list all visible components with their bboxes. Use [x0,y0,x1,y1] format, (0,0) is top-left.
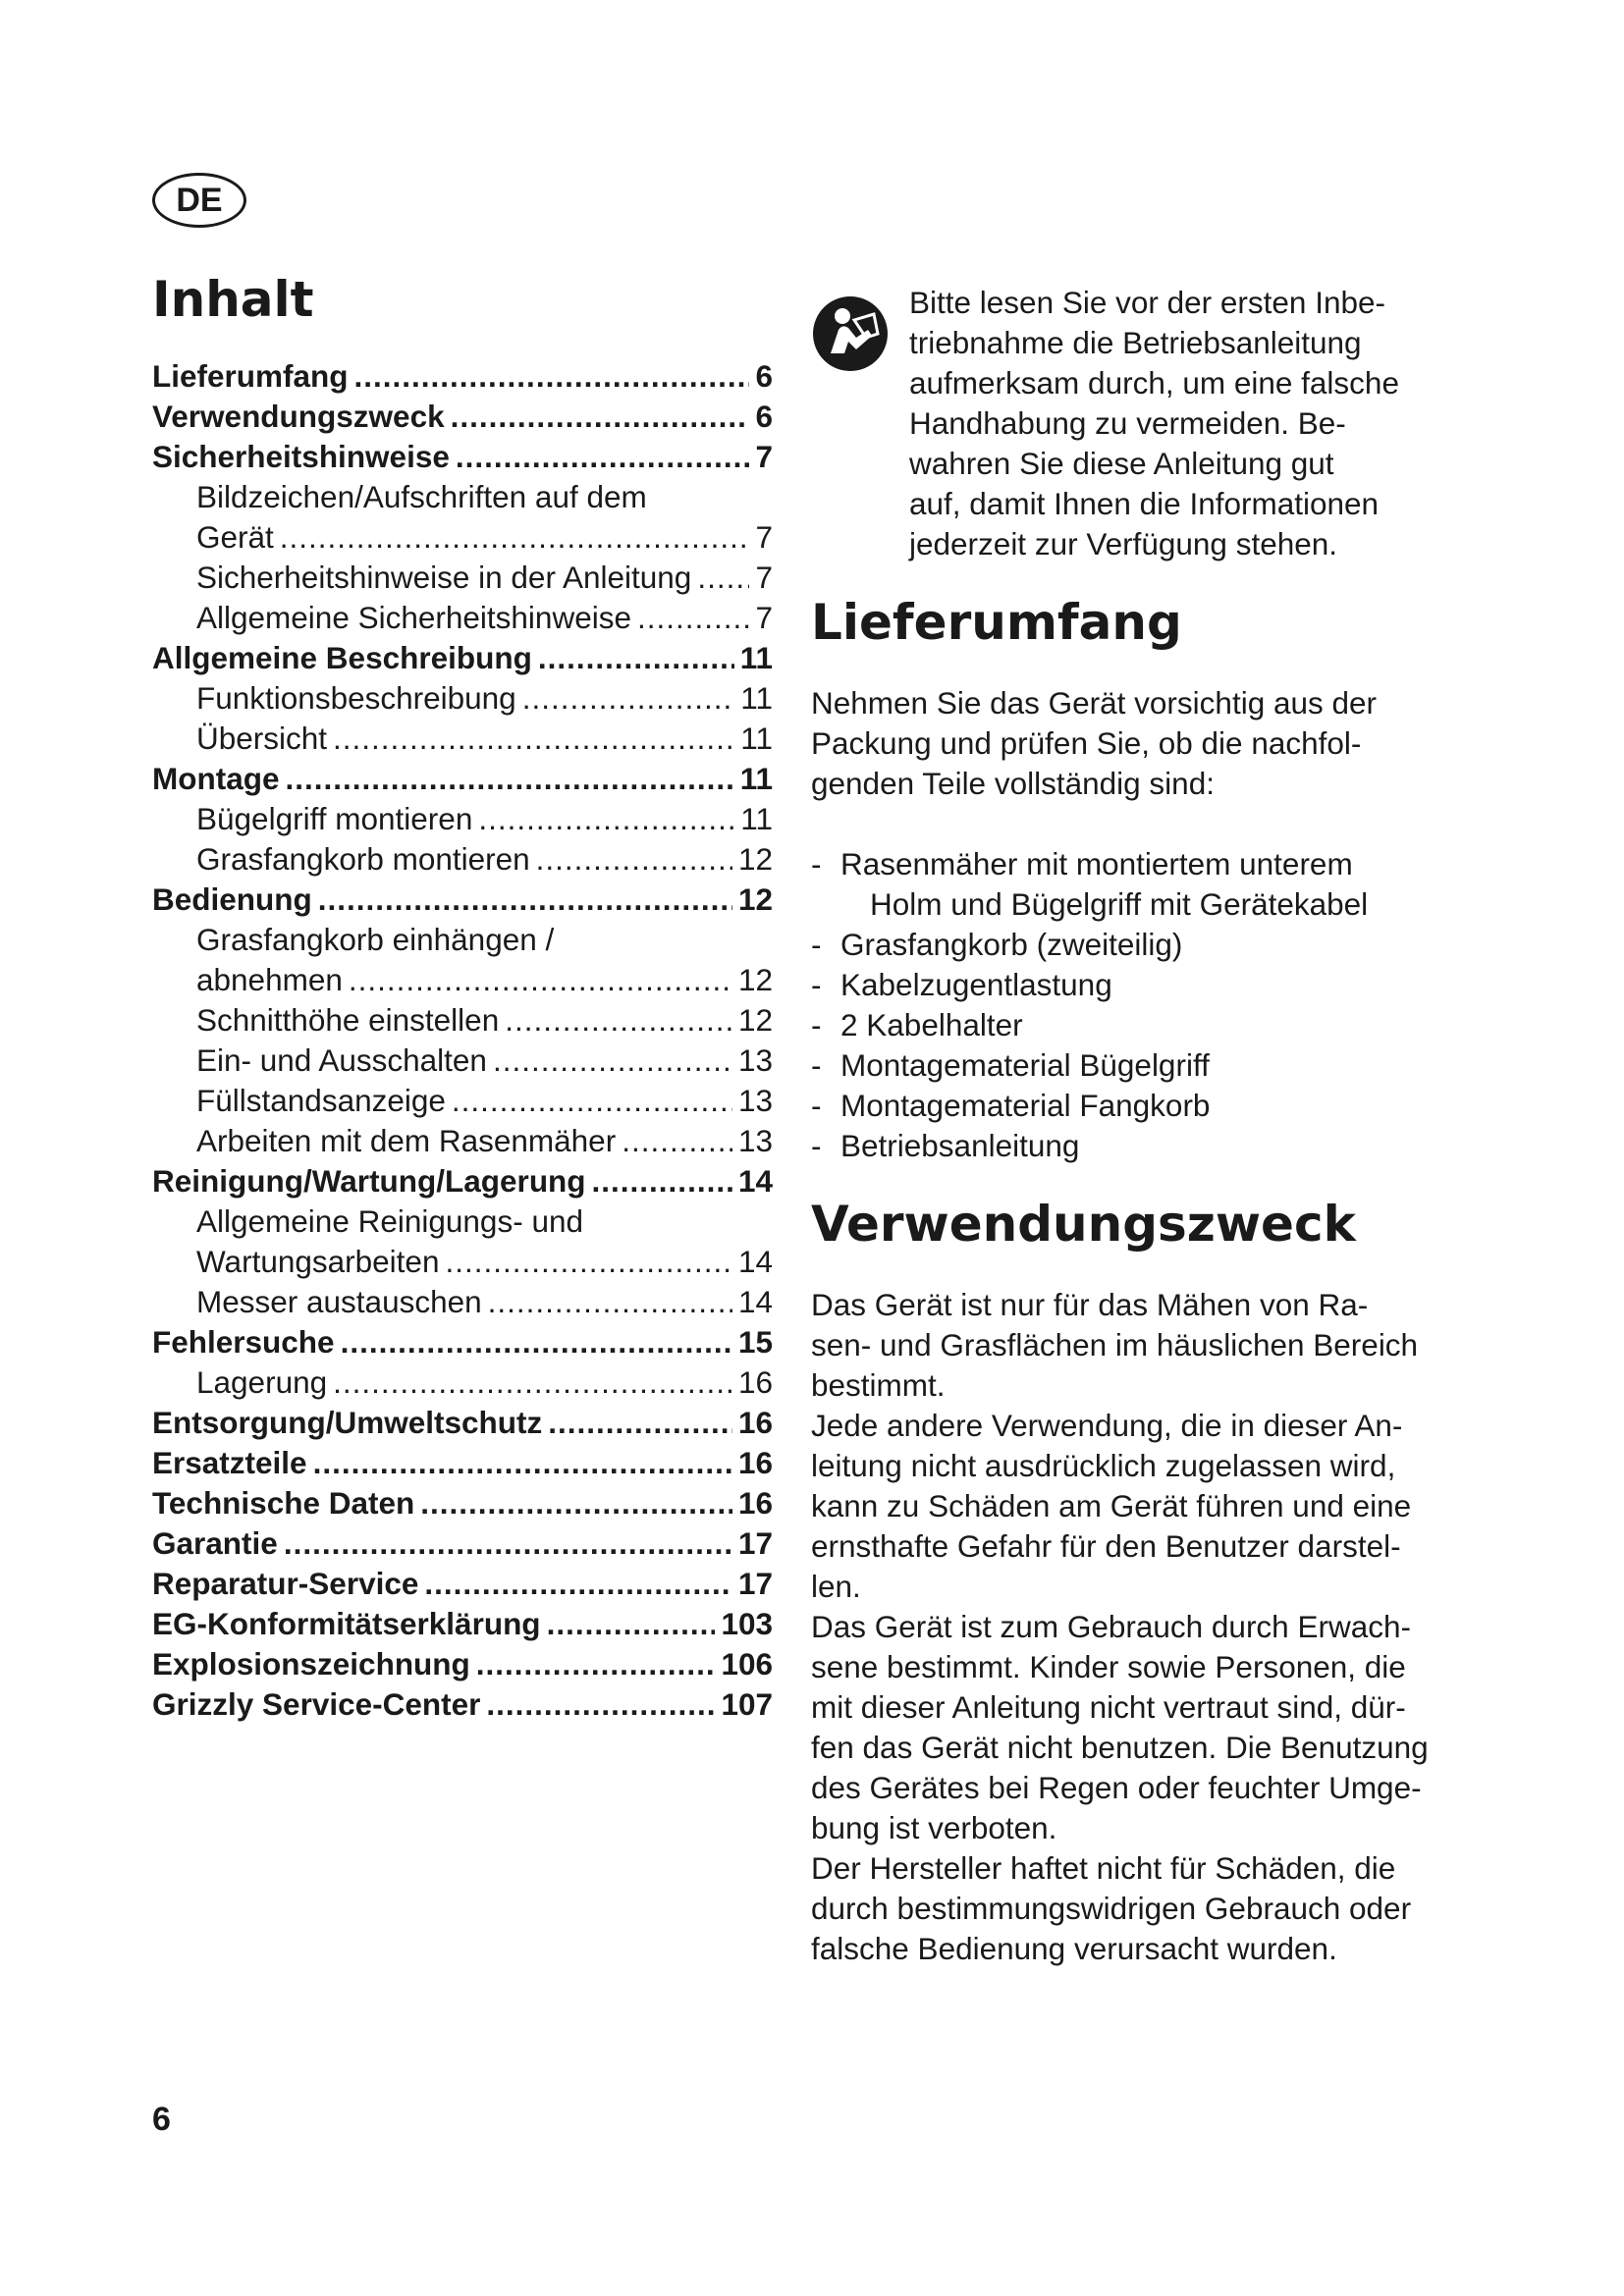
toc-entry-page: 103 [721,1606,773,1641]
toc-entry-label: Allgemeine Sicherheitshinweise [196,600,631,635]
language-code: DE [176,181,223,219]
verwendungszweck-line: ernsthafte Gefahr für den Benutzer darstel- [811,1528,1401,1564]
lieferumfang-intro-line: genden Teile vollständig sind: [811,766,1215,801]
list-item [811,1086,1479,1126]
notice-line: aufmerksam durch, um eine falsche [909,365,1399,400]
toc-entry-page: 7 [755,600,773,635]
list-item-text: Rasenmäher mit montiertem unterem [840,846,1353,881]
toc-entry [152,1201,773,1242]
toc-entry-label: Sicherheitshinweise [152,439,450,474]
toc-leader-dots [424,1564,732,1604]
toc-entry-page: 12 [737,962,773,997]
list-item [811,844,1479,925]
toc-leader-dots [548,1403,732,1443]
lieferumfang-intro-line: Nehmen Sie das Gerät vorsichtig aus der [811,685,1378,721]
toc-entry-label: EG-Konformitätserklärung [152,1606,541,1641]
lieferumfang-intro [811,683,1479,804]
toc-entry-label: Grasfangkorb montieren [196,841,530,877]
verwendungszweck-line: sene bestimmt. Kinder sowie Personen, die [811,1649,1406,1684]
verwendungszweck-heading: Verwendungszweck [811,1196,1356,1253]
toc-entry [152,1523,773,1564]
toc-entry [152,1483,773,1523]
list-item-text: Montagematerial Bügelgriff [840,1047,1210,1083]
toc-leader-dots [478,799,734,839]
notice-line: wahren Sie diese Anleitung gut [909,446,1334,481]
toc-entry-page: 12 [737,881,773,917]
toc-entry-page: 16 [737,1364,773,1400]
toc-entry-label: Bügelgriff montieren [196,801,473,836]
toc-leader-dots [592,1161,732,1201]
list-item [811,1045,1479,1086]
toc-entry-page: 14 [737,1244,773,1279]
toc-entry-page: 13 [737,1042,773,1078]
verwendungszweck-line: len. [811,1569,861,1604]
toc-entry [152,678,773,719]
toc-entry-page: 11 [740,680,773,716]
toc-entry-page: 107 [721,1686,773,1722]
toc-leader-dots [420,1483,732,1523]
toc-entry-label: Messer austauschen [196,1284,482,1319]
toc-entry-label: Funktionsbeschreibung [196,680,516,716]
verwendungszweck-line: des Gerätes bei Regen oder feuchter Umge- [811,1770,1422,1805]
toc-entry [152,397,773,437]
toc-entry [152,356,773,397]
toc-entry-page: 12 [737,841,773,877]
lieferumfang-heading: Lieferumfang [811,594,1182,651]
toc-list [152,356,773,1725]
toc-leader-dots [354,356,750,397]
toc-entry [152,1644,773,1684]
toc-entry-page: 16 [737,1445,773,1480]
toc-entry-label: Bildzeichen/Aufschriften auf dem [196,479,647,514]
toc-entry-label: Entsorgung/Umweltschutz [152,1405,543,1440]
safety-notice [811,283,1479,564]
toc-entry-page: 13 [737,1123,773,1158]
toc-entry [152,880,773,920]
toc-entry-page: 7 [755,439,773,474]
toc-entry [152,1684,773,1725]
toc-entry [152,437,773,477]
verwendungszweck-line: Das Gerät ist zum Gebrauch durch Erwach- [811,1609,1411,1644]
toc-entry-continuation [152,960,773,1000]
notice-line: jederzeit zur Verfügung stehen. [909,526,1338,561]
list-item-text: 2 Kabelhalter [840,1007,1023,1042]
toc-entry-label: Technische Daten [152,1485,415,1521]
list-item [811,1005,1479,1045]
language-badge [152,173,246,228]
verwendungszweck-line: bung ist verboten. [811,1810,1057,1845]
toc-entry [152,1362,773,1403]
verwendungszweck-line: mit dieser Anleitung nicht vertraut sind, dür- [811,1689,1406,1725]
verwendungszweck-line: leitung nicht ausdrücklich zugelassen wird, [811,1448,1396,1483]
toc-entry-page: 6 [755,358,773,394]
toc-leader-dots [493,1041,732,1081]
toc-leader-dots [486,1684,715,1725]
verwendungszweck-line: kann zu Schäden am Gerät führen und eine [811,1488,1412,1523]
toc-leader-dots [341,1322,732,1362]
verwendungszweck-line: falsche Bedienung verursacht wurden. [811,1931,1337,1966]
toc-entry-label-cont: abnehmen [196,962,343,997]
toc-entry-label: Sicherheitshinweise in der Anleitung [196,560,692,595]
toc-leader-dots [505,1000,732,1041]
toc-entry [152,759,773,799]
toc-entry-label-cont: Gerät [196,519,274,555]
toc-entry-page: 11 [740,721,773,756]
toc-entry-label: Allgemeine Reinigungs- und [196,1203,583,1239]
lieferumfang-list [811,844,1479,1166]
toc-entry [152,1000,773,1041]
toc-entry [152,638,773,678]
toc-entry-page: 6 [755,399,773,434]
notice-line: auf, damit Ihnen die Informationen [909,486,1380,521]
verwendungszweck-line: bestimmt. [811,1367,946,1403]
toc-entry-page: 17 [737,1525,773,1561]
verwendungszweck-line: fen das Gerät nicht benutzen. Die Benutzung [811,1730,1429,1765]
toc-entry-label: Montage [152,761,280,796]
toc-entry-label: Füllstandsanzeige [196,1083,446,1118]
toc-entry-page: 11 [739,640,773,675]
toc-entry-label: Bedienung [152,881,312,917]
toc-entry [152,1081,773,1121]
verwendungszweck-line: Das Gerät ist nur für das Mähen von Ra- [811,1287,1369,1322]
verwendungszweck-line: Der Hersteller haftet nicht für Schäden, die [811,1850,1396,1886]
notice-line: Bitte lesen Sie vor der ersten Inbe- [909,285,1386,320]
list-item-text: Montagematerial Fangkorb [840,1088,1211,1123]
toc-entry [152,1161,773,1201]
toc-entry-page: 13 [737,1083,773,1118]
toc-leader-dots [318,880,732,920]
toc-entry [152,920,773,960]
toc-entry [152,1403,773,1443]
toc-entry [152,1041,773,1081]
list-item-text-cont: Holm und Bügelgriff mit Gerätekabel [870,886,1369,922]
toc-entry-page: 11 [740,801,773,836]
list-item-text: Kabelzugentlastung [840,967,1112,1002]
toc-leader-dots [280,517,750,558]
toc-leader-dots [622,1121,732,1161]
toc-entry-label: Lieferumfang [152,358,349,394]
toc-entry-page: 17 [737,1566,773,1601]
toc-leader-dots [476,1644,716,1684]
toc-entry-page: 14 [737,1163,773,1199]
toc-entry-label: Grasfangkorb einhängen / [196,922,555,957]
toc-entry [152,839,773,880]
toc-entry [152,1604,773,1644]
toc-entry-page: 15 [737,1324,773,1360]
toc-entry [152,719,773,759]
toc-entry-label: Schnitthöhe einstellen [196,1002,500,1038]
toc-entry-label: Garantie [152,1525,278,1561]
toc-leader-dots [697,558,749,598]
toc-entry [152,1443,773,1483]
verwendungszweck-line: durch bestimmungswidrigen Gebrauch oder [811,1891,1412,1926]
toc-leader-dots [333,1362,732,1403]
toc-entry [152,1121,773,1161]
toc-leader-dots [547,1604,716,1644]
verwendungszweck-line: Jede andere Verwendung, die in dieser An- [811,1408,1403,1443]
toc-leader-dots [536,839,732,880]
verwendungszweck-line: sen- und Grasflächen im häuslichen Bereich [811,1327,1419,1362]
toc-leader-dots [284,1523,732,1564]
notice-line: Handhabung zu vermeiden. Be- [909,405,1346,441]
toc-entry-label: Allgemeine Beschreibung [152,640,532,675]
toc-entry-label: Reinigung/Wartung/Lagerung [152,1163,586,1199]
notice-text [909,283,1479,564]
toc-entry-page: 7 [755,519,773,555]
toc-entry-label: Arbeiten mit dem Rasenmäher [196,1123,617,1158]
toc-entry [152,558,773,598]
list-item-text: Grasfangkorb (zweiteilig) [840,927,1183,962]
toc-entry-page: 16 [737,1485,773,1521]
toc-entry-label: Grizzly Service-Center [152,1686,481,1722]
toc-entry-label: Lagerung [196,1364,328,1400]
toc-leader-dots [445,1242,731,1282]
toc-leader-dots [452,1081,732,1121]
toc-entry-page: 14 [737,1284,773,1319]
toc-entry [152,1322,773,1362]
toc-entry [152,598,773,638]
toc-leader-dots [333,719,734,759]
table-of-contents [152,273,773,1725]
toc-leader-dots [313,1443,732,1483]
toc-entry-page: 7 [755,560,773,595]
toc-entry-label: Ein- und Ausschalten [196,1042,487,1078]
toc-leader-dots [538,638,734,678]
toc-entry-label: Fehlersuche [152,1324,335,1360]
toc-leader-dots [456,437,750,477]
toc-entry-page: 11 [739,761,773,796]
notice-line: triebnahme die Betriebsanleitung [909,325,1362,360]
toc-entry-label: Explosionszeichnung [152,1646,470,1682]
list-item [811,925,1479,965]
read-manual-icon [811,294,890,373]
toc-leader-dots [451,397,750,437]
toc-entry [152,1564,773,1604]
toc-entry [152,1282,773,1322]
toc-leader-dots [286,759,734,799]
toc-entry-continuation [152,517,773,558]
toc-entry-page: 16 [737,1405,773,1440]
toc-entry [152,477,773,517]
toc-entry-label: Reparatur-Service [152,1566,419,1601]
toc-leader-dots [522,678,735,719]
toc-leader-dots [349,960,732,1000]
list-item [811,1126,1479,1166]
verwendungszweck-text [811,1285,1479,1969]
toc-entry-page: 106 [721,1646,773,1682]
toc-title: Inhalt [152,271,314,328]
toc-leader-dots [488,1282,732,1322]
lieferumfang-intro-line: Packung und prüfen Sie, ob die nachfol- [811,725,1362,761]
list-item [811,965,1479,1005]
toc-entry-label-cont: Wartungsarbeiten [196,1244,440,1279]
toc-entry-page: 12 [737,1002,773,1038]
page-number: 6 [152,2101,171,2138]
toc-leader-dots [637,598,749,638]
toc-entry-label: Verwendungszweck [152,399,445,434]
toc-entry-label: Übersicht [196,721,328,756]
right-column [811,283,1479,1969]
list-item-text: Betriebsanleitung [840,1128,1080,1163]
toc-entry-label: Ersatzteile [152,1445,307,1480]
toc-entry-continuation [152,1242,773,1282]
toc-entry [152,799,773,839]
